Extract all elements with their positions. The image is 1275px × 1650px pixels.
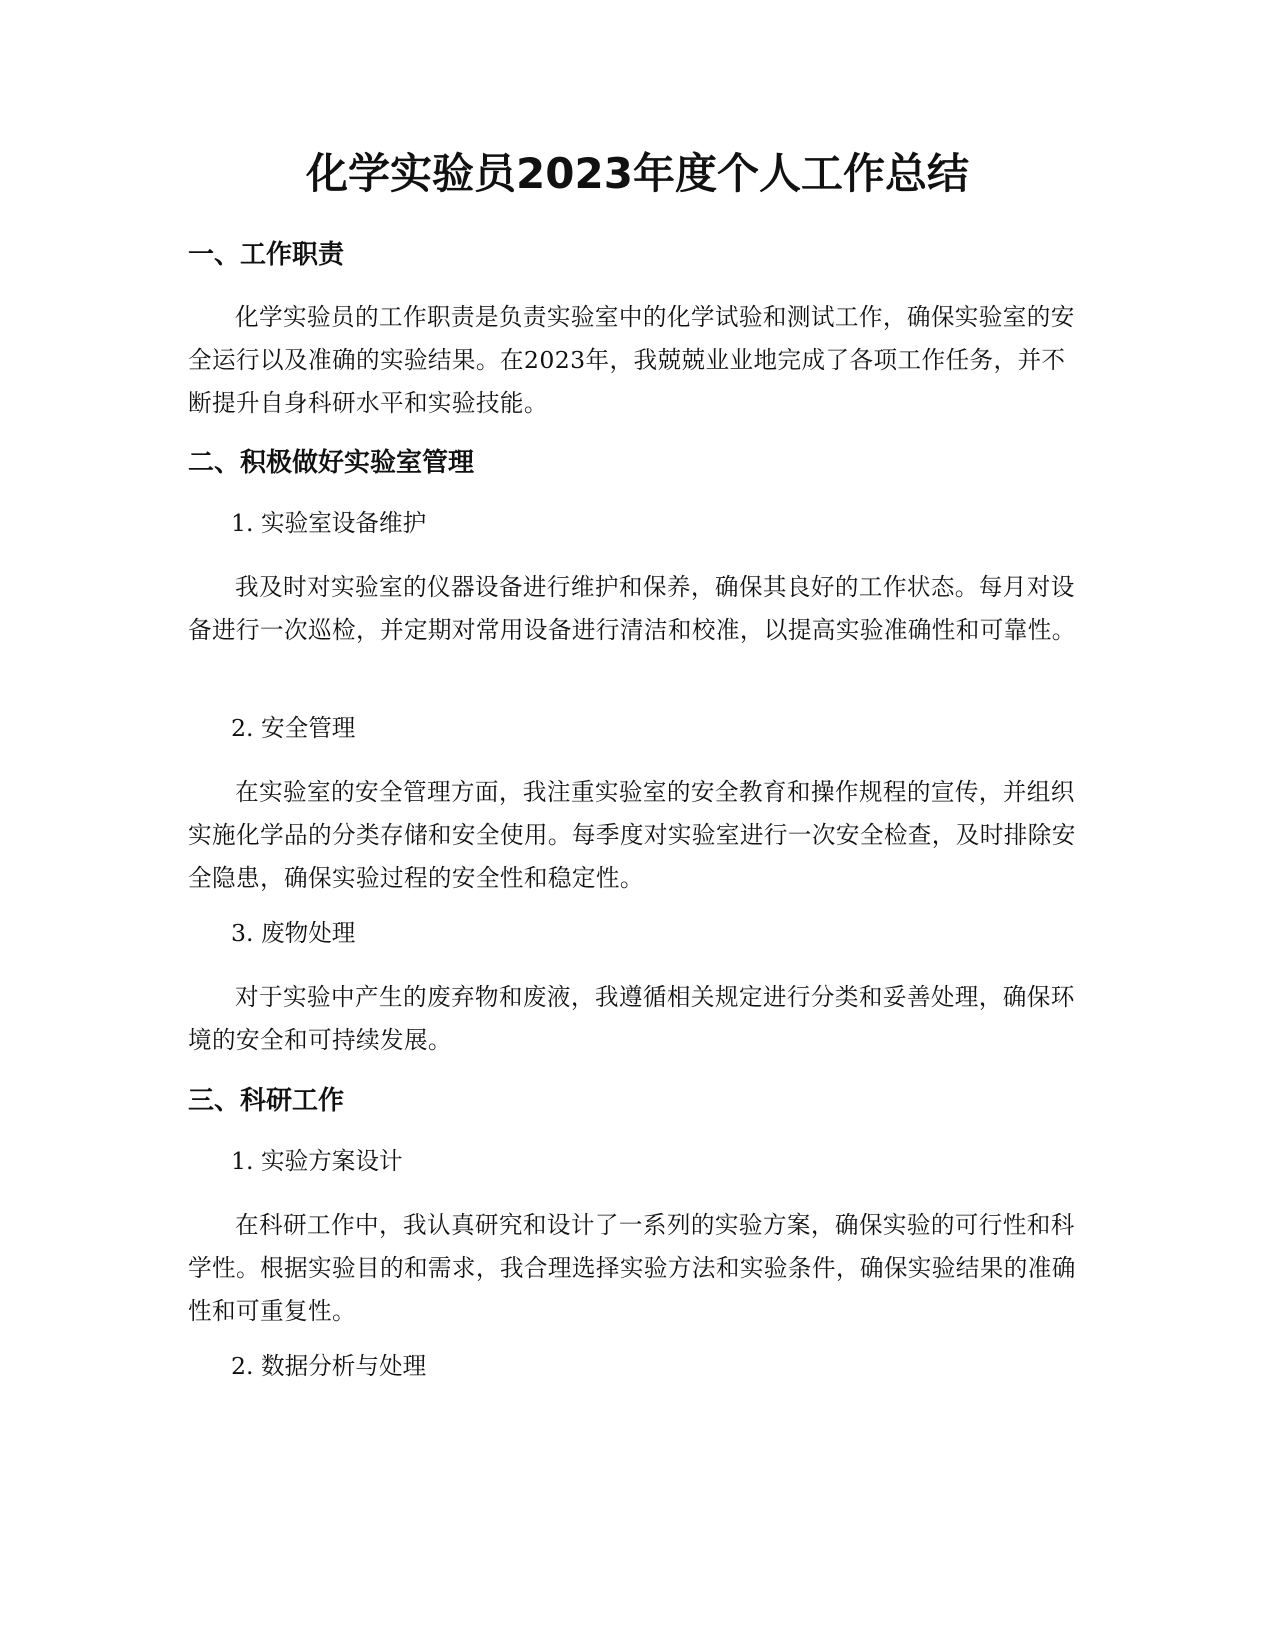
section-heading-lab-management: 二、积极做好实验室管理 [188,448,475,478]
paragraph-duties: 化学实验员的工作职责是负责实验室中的化学试验和测试工作，确保实验室的安全运行以及准确的实验结果。在2023年，我兢兢业业地完成了各项工作任务，并不断提升自身科研水平和实验技能。 [188,303,1075,417]
subheading-experiment-design: 1. 实验方案设计 [231,1147,403,1175]
section-heading-research: 三、科研工作 [188,1086,345,1116]
subheading-safety-management: 2. 安全管理 [231,714,356,742]
paragraph-experiment-design: 在科研工作中，我认真研究和设计了一系列的实验方案，确保实验的可行性和科学性。根据实验目的和需求，我合理选择实验方法和实验条件，确保实验结果的准确性和可重复性。 [188,1211,1076,1325]
subheading-data-analysis: 2. 数据分析与处理 [231,1352,427,1380]
section-heading-duties: 一、工作职责 [188,240,345,270]
document-title: 化学实验员2023年度个人工作总结 [306,149,969,198]
subheading-equipment-maintenance: 1. 实验室设备维护 [231,509,427,537]
paragraph-safety-management: 在实验室的安全管理方面，我注重实验室的安全教育和操作规程的宣传，并组织实施化学品的分类存储和安全使用。每季度对实验室进行一次安全检查，及时排除安全隐患，确保实验过程的安全性和稳定性。 [188,778,1076,892]
paragraph-waste-disposal: 对于实验中产生的废弃物和废液，我遵循相关规定进行分类和妥善处理，确保环境的安全和可持续发展。 [188,983,1075,1054]
paragraph-equipment-maintenance: 我及时对实验室的仪器设备进行维护和保养，确保其良好的工作状态。每月对设备进行一次巡检，并定期对常用设备进行清洁和校准，以提高实验准确性和可靠性。 [188,573,1076,644]
subheading-waste-disposal: 3. 废物处理 [231,919,356,947]
